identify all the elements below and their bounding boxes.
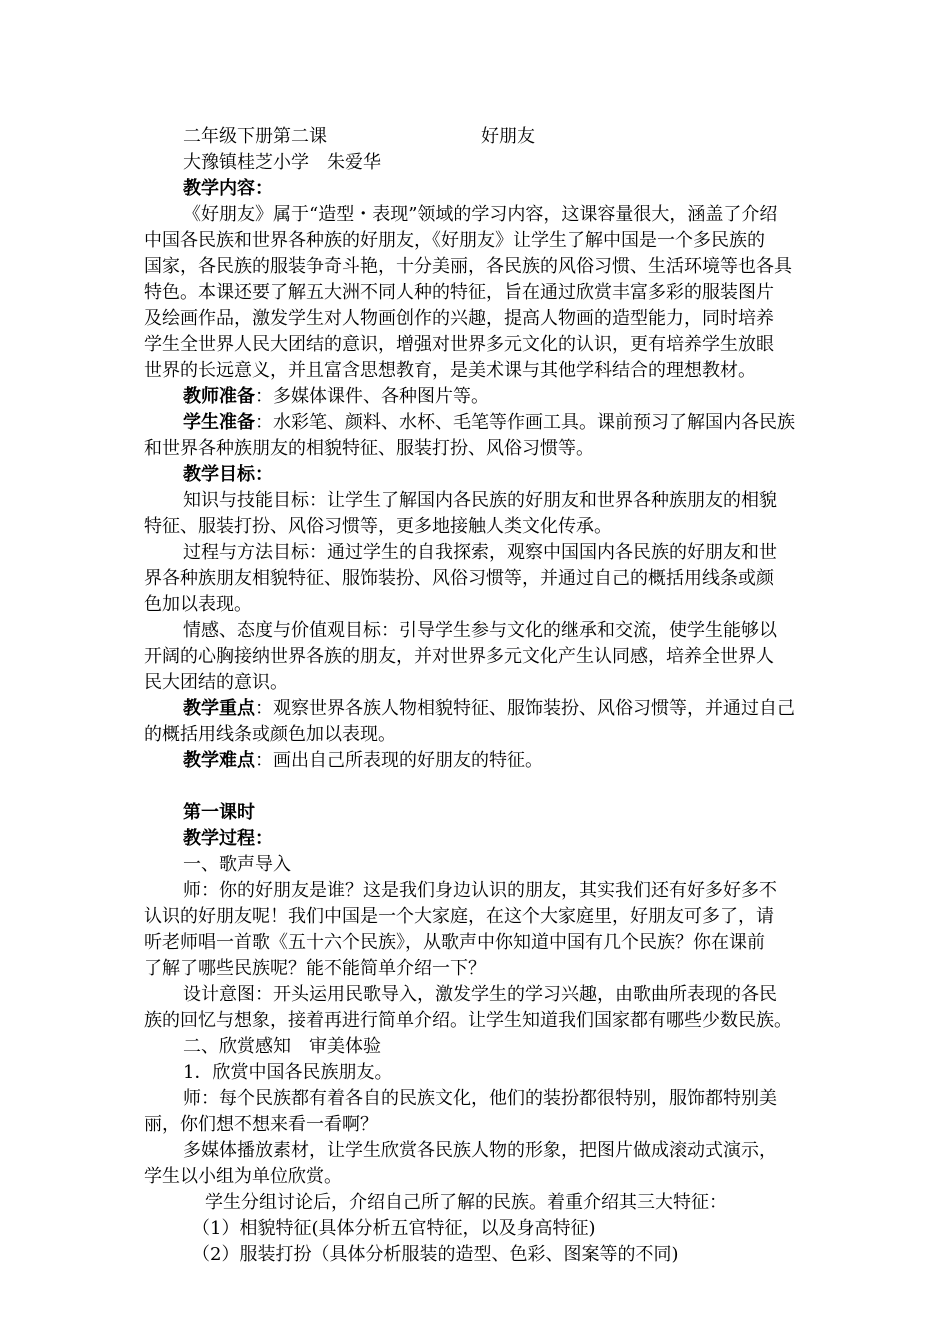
content-heading: 教学内容： bbox=[183, 178, 273, 199]
design-line: 族的回忆与想象，接着再进行简单介绍。让学生知道我们国家都有哪些少数民族。 bbox=[144, 1010, 792, 1031]
list-item: （1）相貌特征(具体分析五官特征，以及身高特征) bbox=[192, 1218, 596, 1239]
section-title: 二、欣赏感知 审美体验 bbox=[183, 1036, 381, 1057]
section-line: 听老师唱一首歌《五十六个民族》，从歌声中你知道中国有几个民族？你在课前 bbox=[144, 932, 765, 953]
subsection-title: 1．欣赏中国各民族朋友。 bbox=[183, 1062, 393, 1083]
media-line: 学生以小组为单位欣赏。 bbox=[144, 1166, 342, 1187]
design-line: 设计意图：开头运用民歌导入，激发学生的学习兴趣，由歌曲所表现的各民 bbox=[183, 984, 777, 1005]
goals-heading: 教学目标： bbox=[183, 464, 273, 485]
teacher-prep-label: 教师准备 bbox=[183, 386, 255, 407]
section-line: 认识的好朋友呢！我们中国是一个大家庭，在这个大家庭里，好朋友可多了，请 bbox=[144, 906, 774, 927]
key-point-text: ：观察世界各族人物相貌特征、服饰装扮、风俗习惯等，并通过自己 bbox=[255, 698, 795, 719]
content-line: 国家，各民族的服装争奇斗艳，十分美丽，各民族的风俗习惯、生活环境等也各具 bbox=[144, 256, 792, 277]
difficulty-label: 教学难点 bbox=[183, 750, 255, 771]
difficulty bbox=[183, 748, 543, 774]
group-line: 学生分组讨论后，介绍自己所了解的民族。着重介绍其三大特征： bbox=[205, 1192, 727, 1213]
goal-line: 开阔的心胸接纳世界各族的朋友，并对世界多元文化产生认同感，培养全世界人 bbox=[144, 646, 774, 667]
key-point bbox=[183, 696, 795, 722]
lesson-title: 好朋友 bbox=[481, 126, 535, 147]
content-line: 及绘画作品，激发学生对人物画创作的兴趣，提高人物画的造型能力，同时培养 bbox=[144, 308, 774, 329]
school-teacher: 大豫镇桂芝小学 朱爱华 bbox=[183, 152, 381, 173]
period-heading: 第一课时 bbox=[183, 802, 255, 823]
section-title: 一、歌声导入 bbox=[183, 854, 291, 875]
goal-line: 民大团结的意识。 bbox=[144, 672, 288, 693]
content-line: 特色。本课还要了解五大洲不同人种的特征，旨在通过欣赏丰富多彩的服装图片 bbox=[144, 282, 774, 303]
content-line: 世界的长远意义，并且富含思想教育，是美术课与其他学科结合的理想教材。 bbox=[144, 360, 756, 381]
section-line: 师：每个民族都有着各自的民族文化，他们的装扮都很特别，服饰都特别美 bbox=[183, 1088, 777, 1109]
goal-line: 知识与技能目标：让学生了解国内各民族的好朋友和世界各种族朋友的相貌 bbox=[183, 490, 777, 511]
student-prep-text: ：水彩笔、颜料、水杯、毛笔等作画工具。课前预习了解国内各民族 bbox=[255, 412, 795, 433]
process-heading: 教学过程： bbox=[183, 828, 273, 849]
goal-line: 特征、服装打扮、风俗习惯等，更多地接触人类文化传承。 bbox=[144, 516, 612, 537]
course-label: 二年级下册第二课 bbox=[183, 126, 327, 147]
section-line: 丽，你们想不想来看一看啊？ bbox=[144, 1114, 378, 1135]
list-item: （2）服装打扮（具体分析服装的造型、色彩、图案等的不同) bbox=[192, 1244, 679, 1265]
student-prep bbox=[183, 410, 795, 436]
content-line: 中国各民族和世界各种族的好朋友，《好朋友》让学生了解中国是一个多民族的 bbox=[144, 230, 765, 251]
goal-line: 色加以表现。 bbox=[144, 594, 252, 615]
media-line: 多媒体播放素材，让学生欣赏各民族人物的形象，把图片做成滚动式演示， bbox=[183, 1140, 777, 1161]
student-prep-label: 学生准备 bbox=[183, 412, 255, 433]
key-point-label: 教学重点 bbox=[183, 698, 255, 719]
goal-line: 界各种族朋友相貌特征、服饰装扮、风俗习惯等，并通过自己的概括用线条或颜 bbox=[144, 568, 774, 589]
section-line: 了解了哪些民族呢？能不能简单介绍一下？ bbox=[144, 958, 486, 979]
section-line: 师：你的好朋友是谁？这是我们身边认识的朋友，其实我们还有好多好多不 bbox=[183, 880, 777, 901]
key-point-line2: 的概括用线条或颜色加以表现。 bbox=[144, 724, 396, 745]
difficulty-text: ：画出自己所表现的好朋友的特征。 bbox=[255, 750, 543, 771]
teacher-prep bbox=[183, 384, 489, 410]
content-line: 学生全世界人民大团结的意识，增强对世界多元文化的认识，更有培养学生放眼 bbox=[144, 334, 774, 355]
student-prep-line2: 和世界各种族朋友的相貌特征、服装打扮、风俗习惯等。 bbox=[144, 438, 594, 459]
content-line: 《好朋友》属于“造型・表现”领域的学习内容，这课容量很大，涵盖了介绍 bbox=[183, 204, 778, 225]
goal-line: 过程与方法目标：通过学生的自我探索，观察中国国内各民族的好朋友和世 bbox=[183, 542, 777, 563]
goal-line: 情感、态度与价值观目标：引导学生参与文化的继承和交流，使学生能够以 bbox=[183, 620, 777, 641]
teacher-prep-text: ：多媒体课件、各种图片等。 bbox=[255, 386, 489, 407]
